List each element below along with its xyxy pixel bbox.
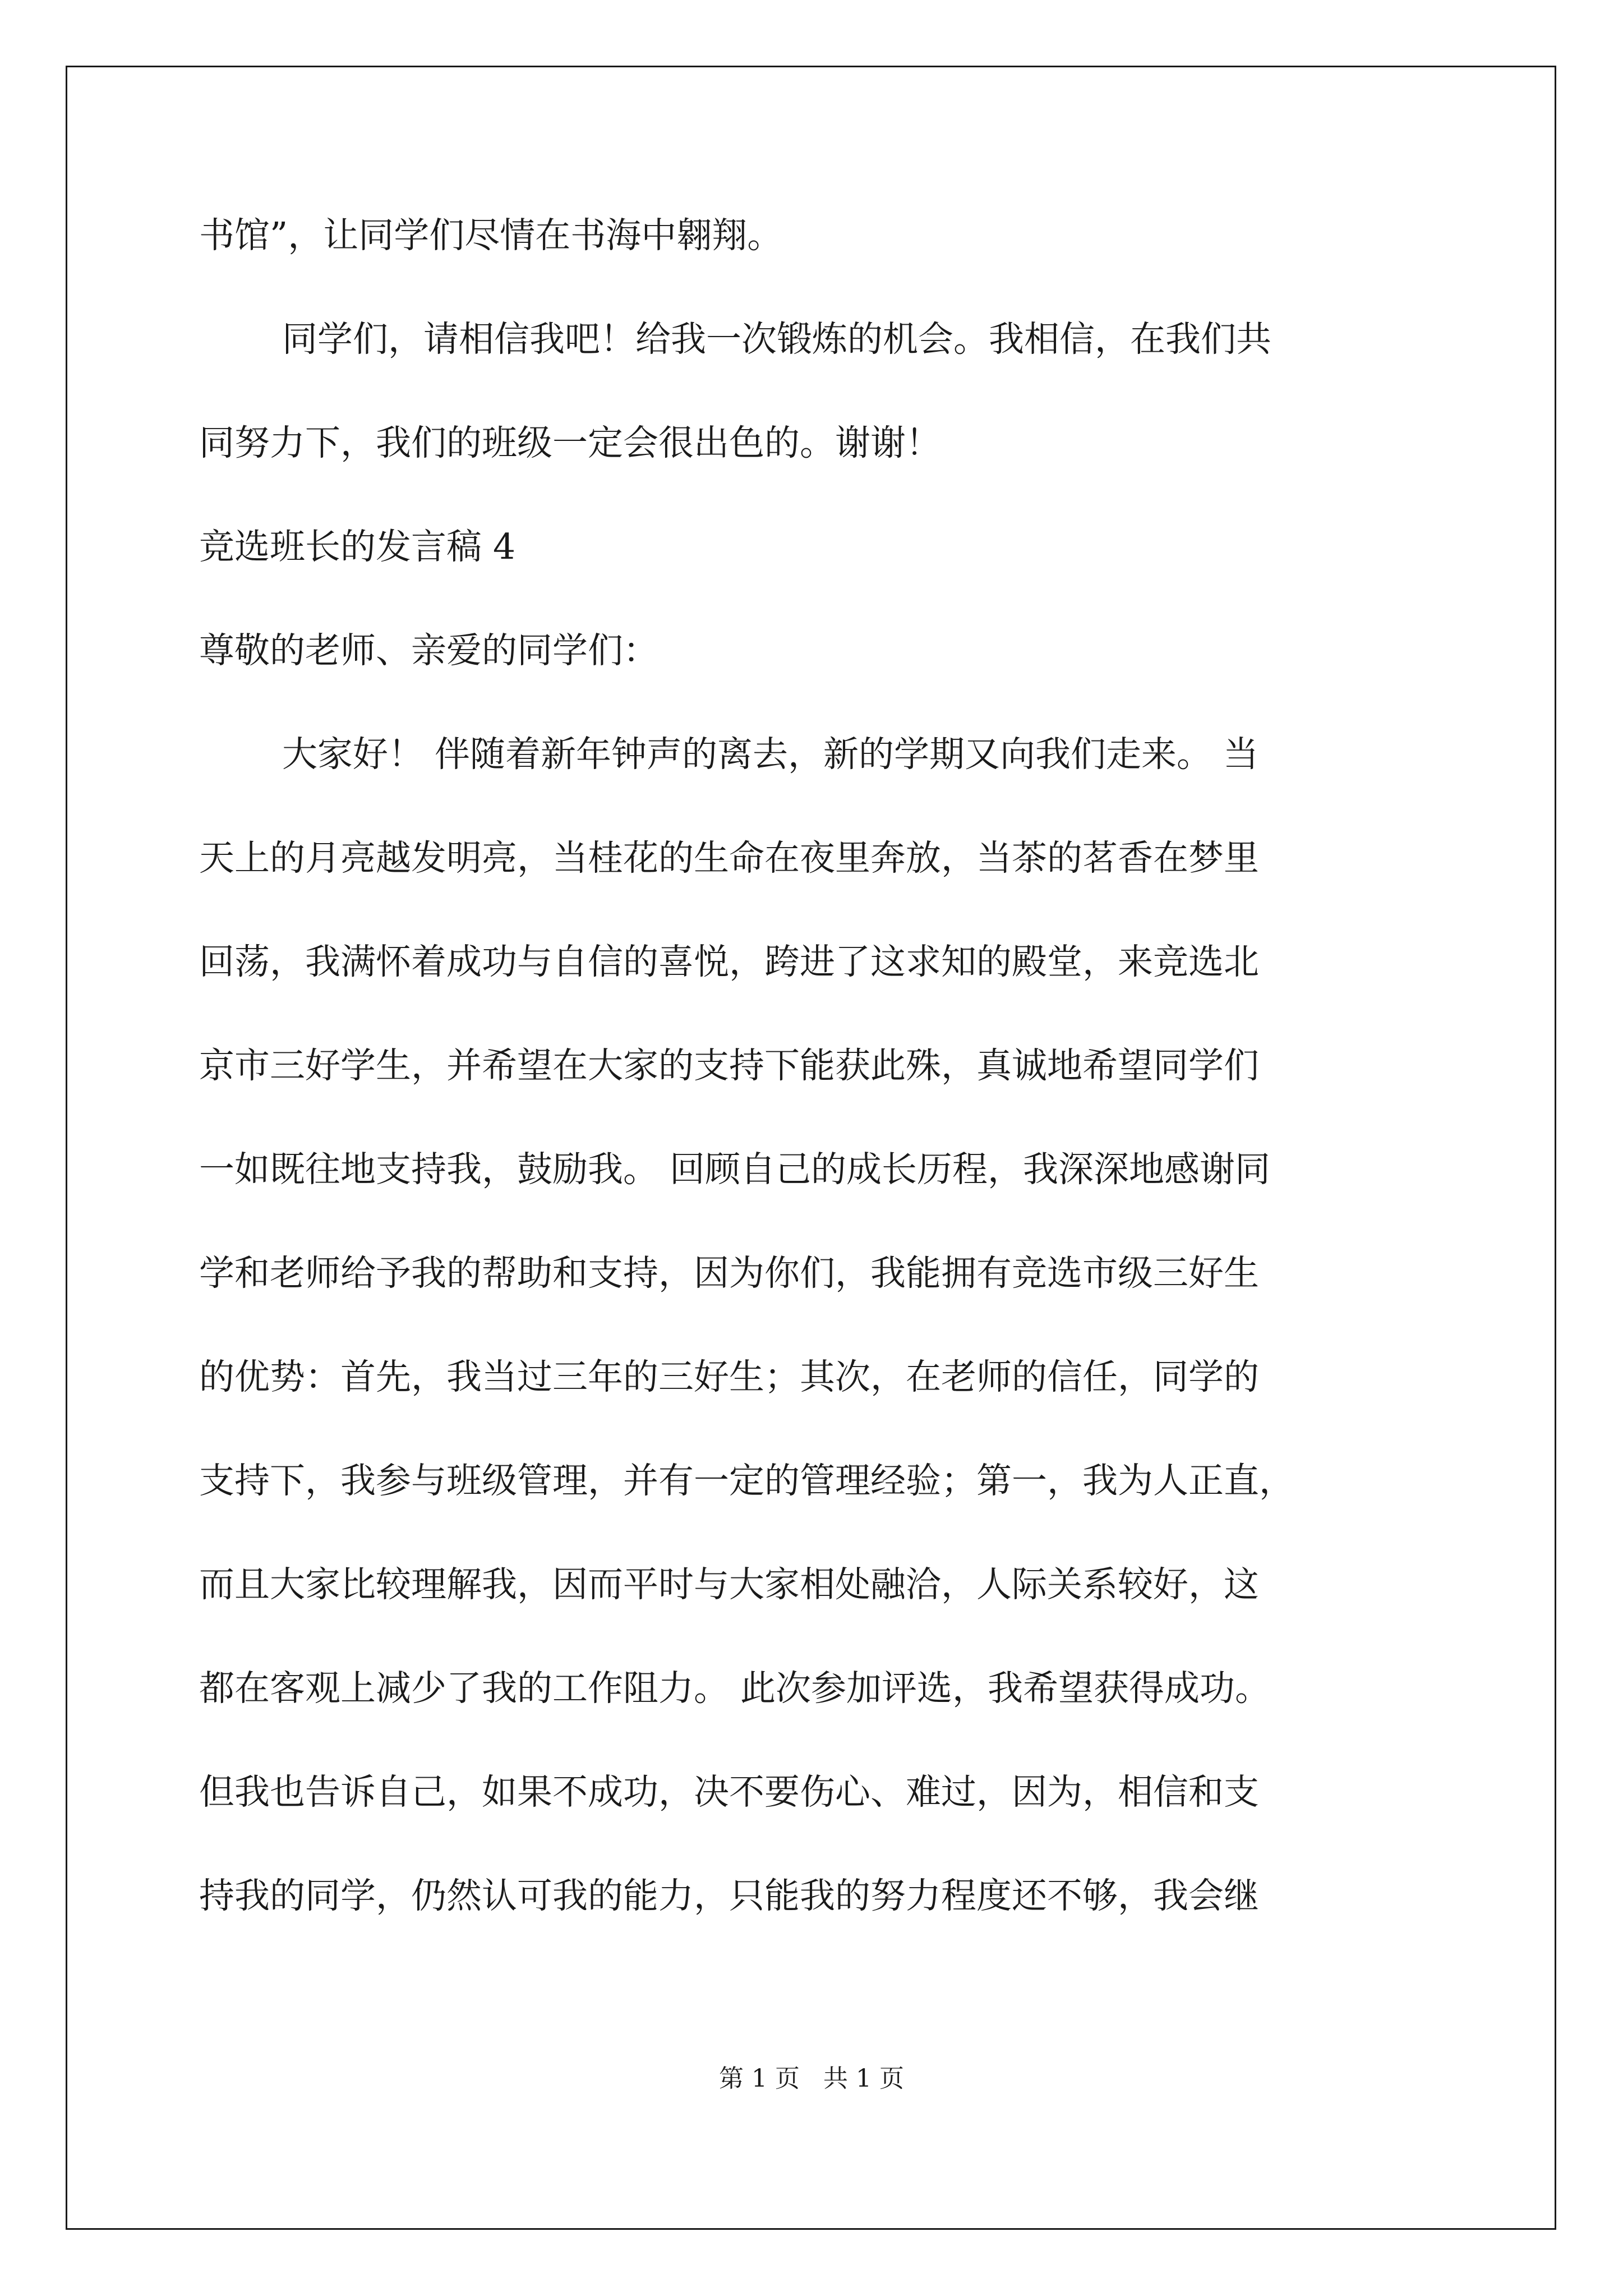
body-line-11: 学和老师给予我的帮助和支持，因为你们，我能拥有竞选市级三好生 <box>199 1253 1259 1294</box>
body-line-7: 天上的月亮越发明亮，当桂花的生命在夜里奔放，当茶的茗香在梦里 <box>199 838 1259 878</box>
body-line-13: 支持下，我参与班级管理，并有一定的管理经验；第一，我为人正直， <box>199 1460 1294 1501</box>
body-line-14: 而且大家比较理解我，因而平时与大家相处融洽，人际关系较好，这 <box>199 1564 1259 1605</box>
body-line-16: 但我也告诉自己，如果不成功，决不要伤心、难过，因为，相信和支 <box>199 1772 1259 1812</box>
body-line-10: 一如既往地支持我，鼓励我。 回顾自己的成长历程，我深深地感谢同 <box>199 1149 1271 1190</box>
body-line-15: 都在客观上减少了我的工作阻力。 此次参加评选，我希望获得成功。 <box>199 1668 1271 1709</box>
page-number-footer: 第 1 页 共 1 页 <box>719 2064 904 2093</box>
salutation: 尊敬的老师、亲爱的同学们： <box>199 630 658 671</box>
body-line-6: 大家好！ 伴随着新年钟声的离去，新的学期又向我们走来。 当 <box>282 734 1259 775</box>
section-heading: 竞选班长的发言稿 4 <box>199 526 516 567</box>
body-line-17: 持我的同学，仍然认可我的能力，只能我的努力程度还不够，我会继 <box>199 1875 1259 1916</box>
body-line-12: 的优势：首先，我当过三年的三好生；其次，在老师的信任，同学的 <box>199 1356 1259 1397</box>
body-line-9: 京市三好学生，并希望在大家的支持下能获此殊，真诚地希望同学们 <box>199 1045 1259 1086</box>
body-line-3: 同努力下，我们的班级一定会很出色的。谢谢！ <box>199 422 941 463</box>
body-line-2: 同学们，请相信我吧！给我一次锻炼的机会。我相信，在我们共 <box>282 319 1271 360</box>
body-line-1: 书馆”，让同学们尽情在书海中翱翔。 <box>199 215 783 256</box>
body-line-8: 回荡，我满怀着成功与自信的喜悦，跨进了这求知的殿堂，来竞选北 <box>199 941 1259 982</box>
